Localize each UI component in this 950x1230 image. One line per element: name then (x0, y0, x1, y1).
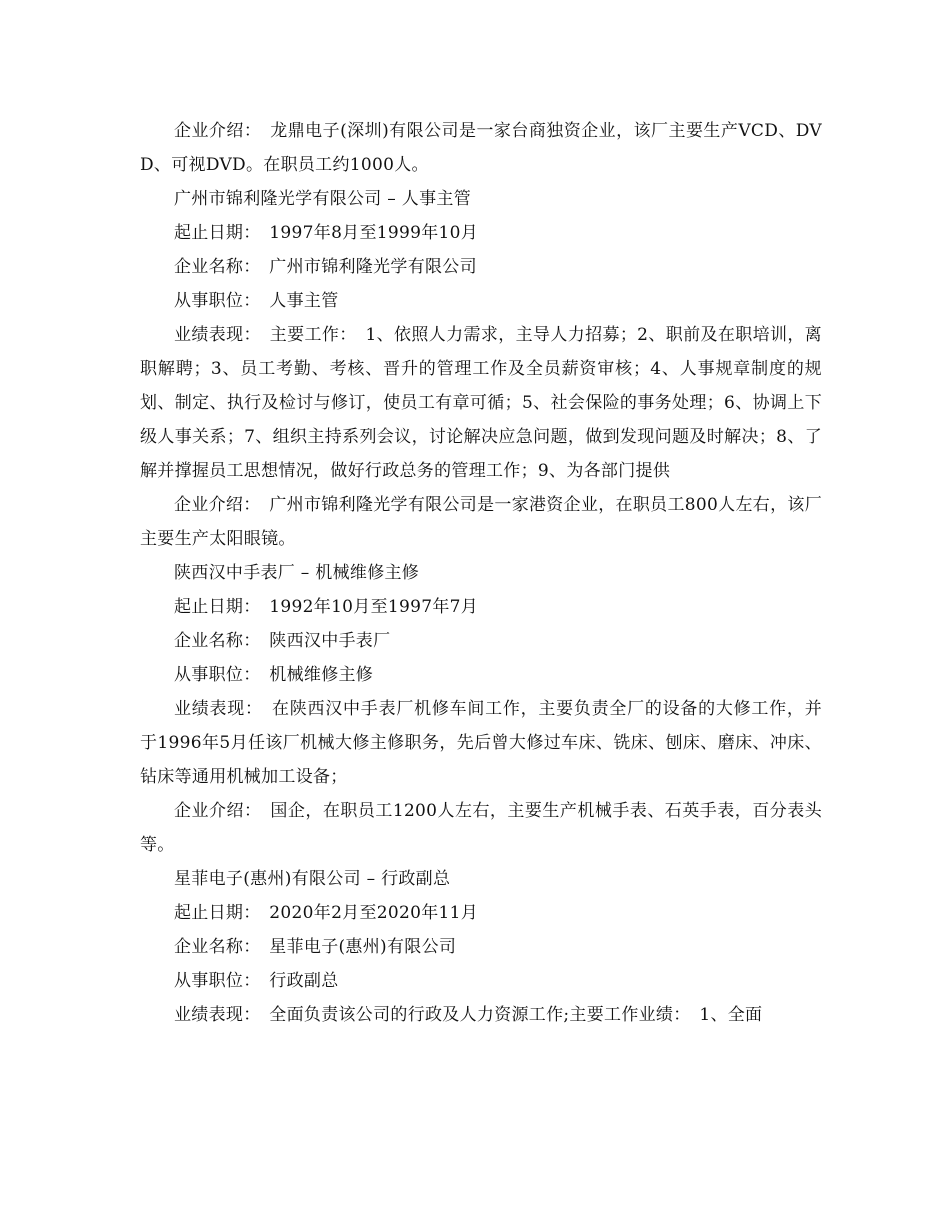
paragraph-performance-jinlilong: 业绩表现： 主要工作： 1、依照人力需求，主导人力招募；2、职前及在职培训，离职解聘；3、员工考勤、考核、晋升的管理工作及全员薪资审核；4、人事规章制度的规划、制定、执行及检讨与修订，使员工有章可循；5、社会保险的事务处理；6、协调上下级人事关系；7、组织主持系列会议，讨论解决应急问题，做到发现问题及时解决；8、了解并撑握员工思想情况，做好行政总务的管理工作；9、为各部门提供 (140, 325, 822, 481)
paragraph-company-name-hanzhong: 企业名称： 陕西汉中手表厂 (174, 631, 391, 651)
paragraph-company-intro-hanzhong: 企业介绍： 国企，在职员工1200人左右，主要生产机械手表、石英手表，百分表头等。 (140, 801, 822, 855)
paragraph-company-intro-longding: 企业介绍： 龙鼎电子(深圳)有限公司是一家台商独资企业，该厂主要生产VCD、DVD、可视DVD。在职员工约1000人。 (140, 121, 822, 175)
document-body (140, 114, 822, 1032)
paragraph-dates-hanzhong: 起止日期： 1992年10月至1997年7月 (174, 597, 479, 617)
paragraph-position-hanzhong: 从事职位： 机械维修主修 (174, 665, 374, 685)
paragraph-dates-xingfei: 起止日期： 2020年2月至2020年11月 (174, 903, 479, 923)
paragraph-position-jinlilong: 从事职位： 人事主管 (174, 291, 339, 311)
paragraph-job-heading-xingfei: 星菲电子(惠州)有限公司 – 行政副总 (174, 869, 451, 889)
paragraph-dates-jinlilong: 起止日期： 1997年8月至1999年10月 (174, 223, 479, 243)
paragraph-performance-xingfei: 业绩表现： 全面负责该公司的行政及人力资源工作;主要工作业绩： 1、全面 (174, 1005, 763, 1025)
paragraph-company-intro-jinlilong: 企业介绍： 广州市锦利隆光学有限公司是一家港资企业，在职员工800人左右，该厂主要生产太阳眼镜。 (140, 495, 822, 549)
paragraph-performance-hanzhong: 业绩表现： 在陕西汉中手表厂机修车间工作，主要负责全厂的设备的大修工作，并于1996年5月任该厂机械大修主修职务，先后曾大修过车床、铣床、刨床、磨床、冲床、钻床等通用机械加工设备； (140, 699, 822, 787)
paragraph-company-name-xingfei: 企业名称： 星菲电子(惠州)有限公司 (174, 937, 457, 957)
paragraph-job-heading-hanzhong: 陕西汉中手表厂 – 机械维修主修 (174, 563, 420, 583)
paragraph-company-name-jinlilong: 企业名称： 广州市锦利隆光学有限公司 (174, 257, 477, 277)
paragraph-job-heading-jinlilong: 广州市锦利隆光学有限公司 – 人事主管 (174, 189, 472, 209)
paragraph-position-xingfei: 从事职位： 行政副总 (174, 971, 339, 991)
